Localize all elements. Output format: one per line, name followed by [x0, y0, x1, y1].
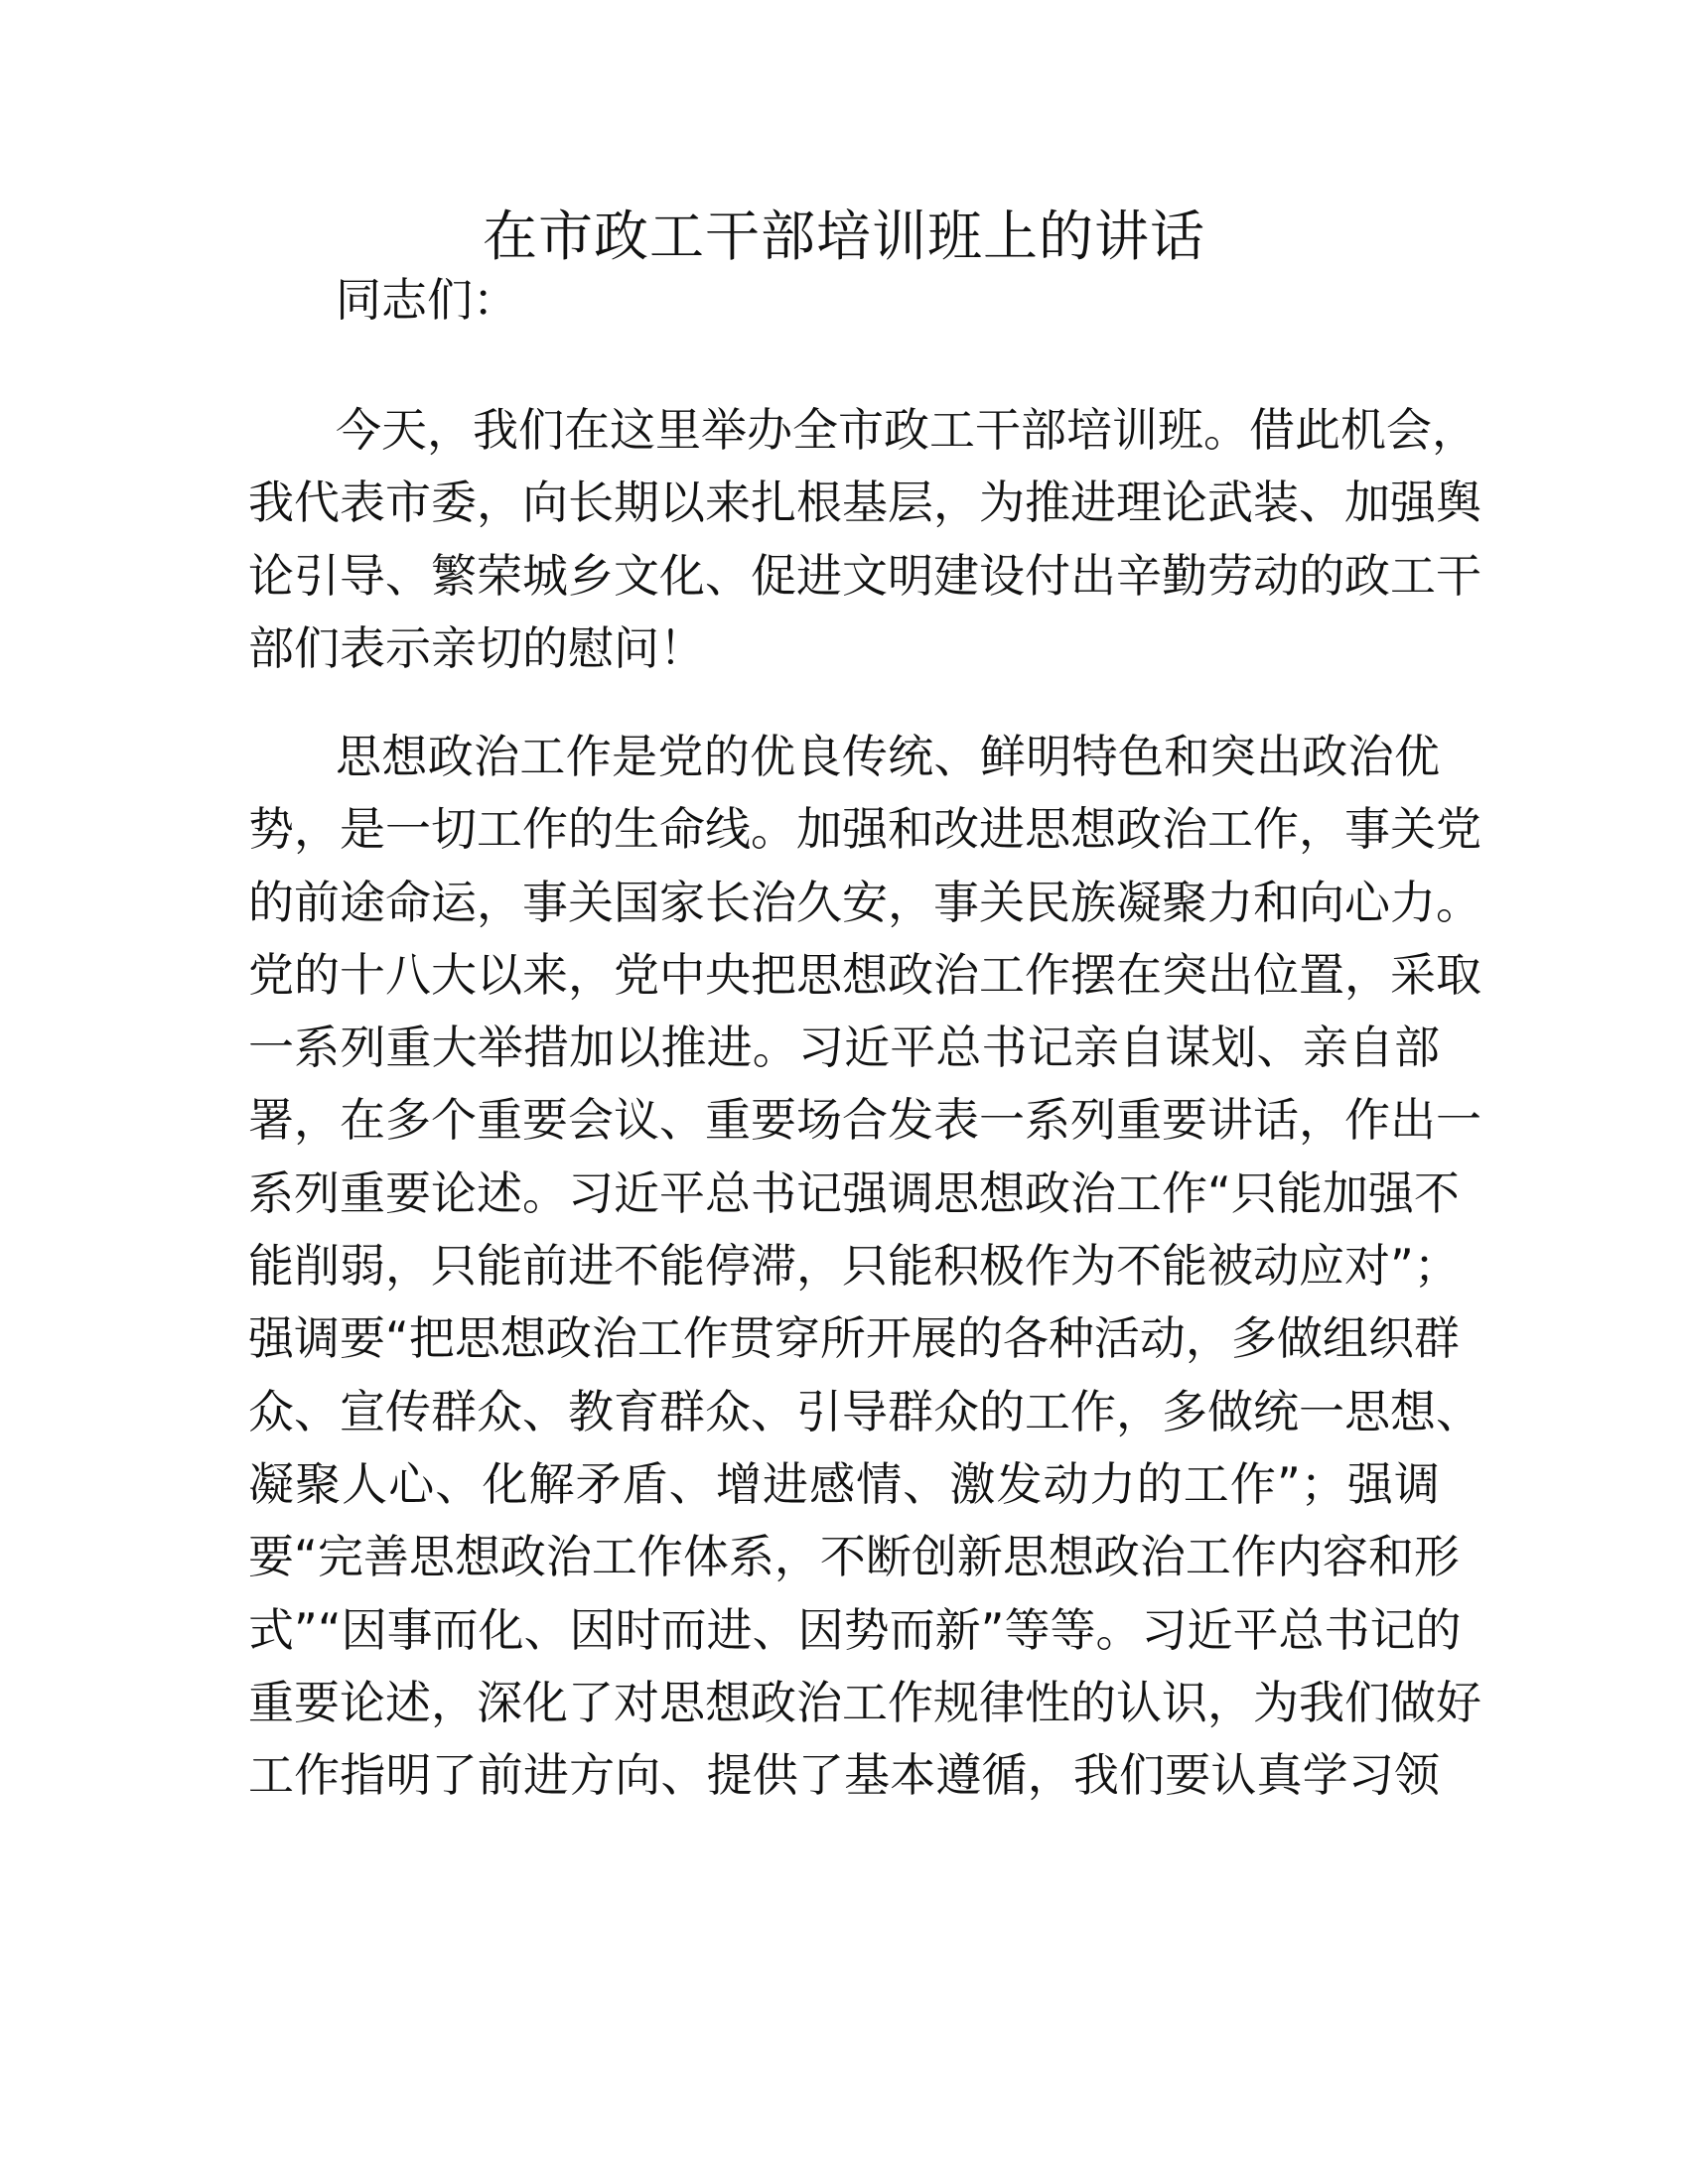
- paragraph-line: 一系列重大举措加以推进。习近平总书记亲自谋划、亲自部: [248, 1021, 1440, 1075]
- paragraph-line: 系列重要论述。习近平总书记强调思想政治工作“只能加强不: [248, 1165, 1460, 1220]
- paragraph-line: 论引导、繁荣城乡文化、促进文明建设付出辛勤劳动的政工干: [248, 548, 1481, 603]
- paragraph-line: 能削弱，只能前进不能停滞，只能积极作为不能被动应对”；: [248, 1239, 1460, 1294]
- paragraph-line: 署，在多个重要会议、重要场合发表一系列重要讲话，作出一: [248, 1093, 1481, 1148]
- paragraph-line: 我代表市委，向长期以来扎根基层，为推进理论武装、加强舆: [248, 476, 1481, 530]
- paragraph-line: 的前途命运，事关国家长治久安，事关民族凝聚力和向心力。: [248, 875, 1481, 929]
- paragraph-line: 工作指明了前进方向、提供了基本遵循，我们要认真学习领: [248, 1748, 1440, 1803]
- paragraph-line: 部们表示亲切的慰问！: [248, 620, 705, 675]
- paragraph-line: 式”“因事而化、因时而进、因势而新”等等。习近平总书记的: [248, 1602, 1462, 1657]
- document-title: 在市政工干部培训班上的讲话: [482, 205, 1205, 268]
- paragraph-line: 重要论述，深化了对思想政治工作规律性的认识，为我们做好: [248, 1675, 1481, 1729]
- paragraph-line: 要“完善思想政治工作体系，不断创新思想政治工作内容和形: [248, 1530, 1460, 1584]
- paragraph-line: 众、宣传群众、教育群众、引导群众的工作，多做统一思想、: [248, 1384, 1481, 1438]
- paragraph-greeting: [248, 394, 1481, 685]
- paragraph-line: 思想政治工作是党的优良传统、鲜明特色和突出政治优: [336, 730, 1440, 783]
- salutation: 同志们：: [336, 273, 518, 327]
- paragraph-line: 今天，我们在这里举办全市政工干部培训班。借此机会，: [336, 403, 1477, 457]
- paragraph-line: 势，是一切工作的生命线。加强和改进思想政治工作，事关党: [248, 802, 1481, 857]
- paragraph-line: 凝聚人心、化解矛盾、增进感情、激发动力的工作”；强调: [248, 1456, 1440, 1511]
- paragraph-political-work: [248, 721, 1481, 1812]
- paragraph-line: 党的十八大以来，党中央把思想政治工作摆在突出位置，采取: [248, 947, 1481, 1002]
- paragraph-line: 强调要“把思想政治工作贯穿所开展的各种活动，多做组织群: [248, 1311, 1460, 1366]
